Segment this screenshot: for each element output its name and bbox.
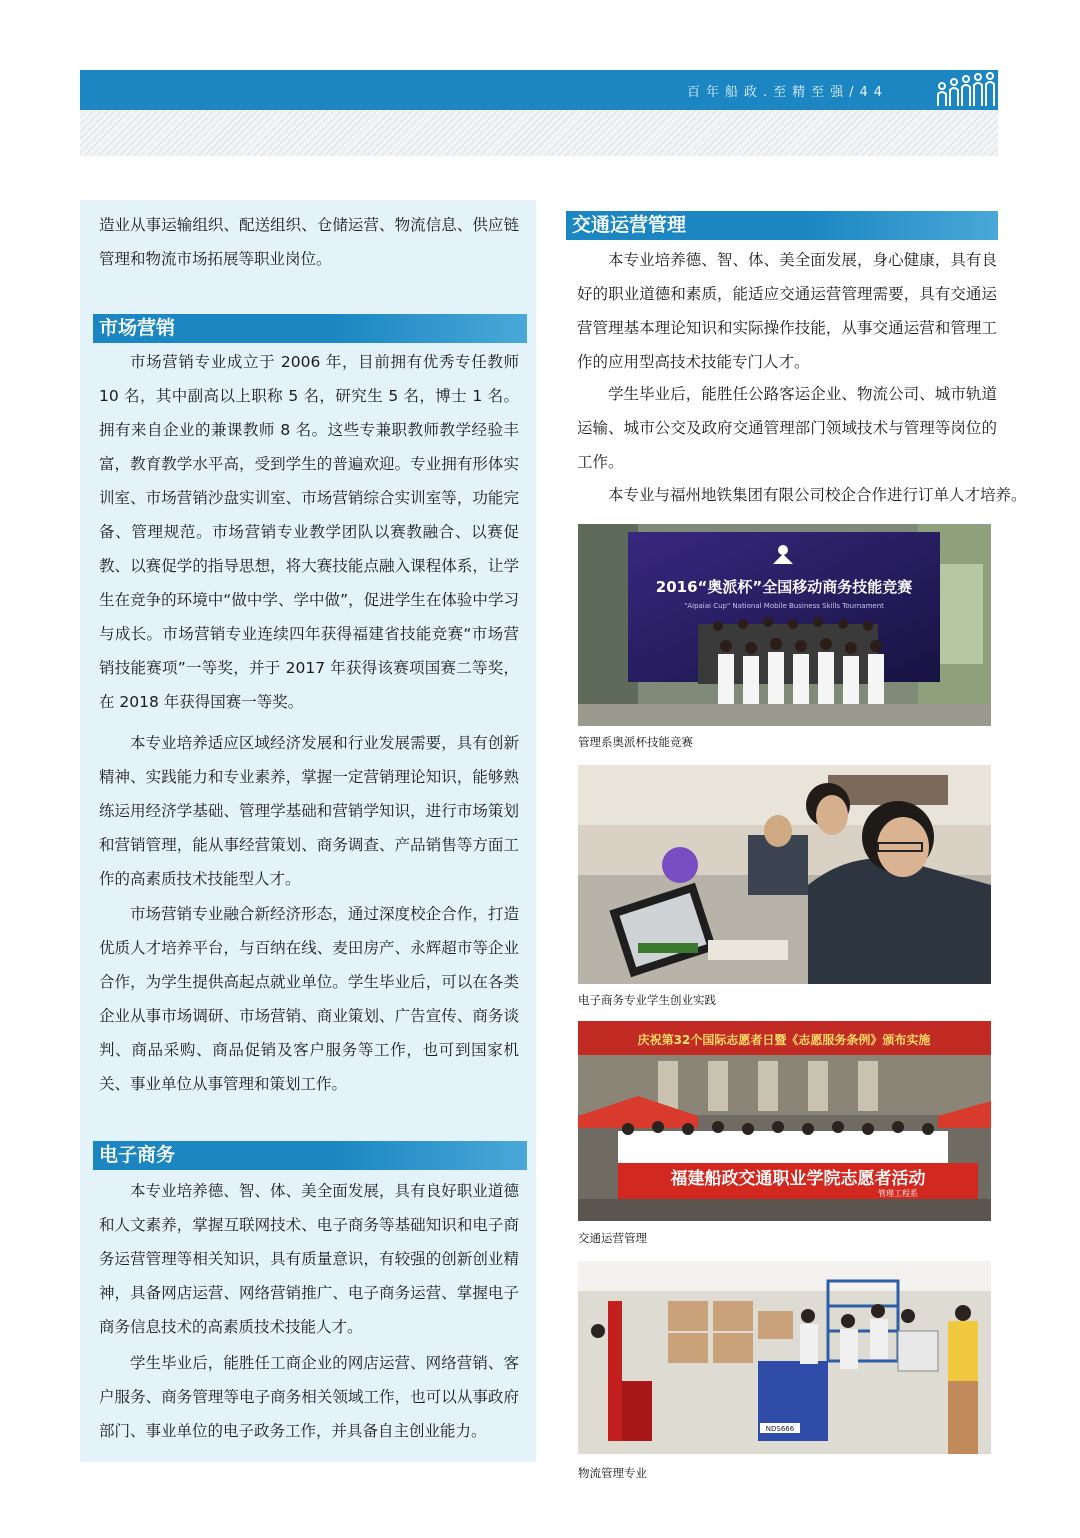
front-banner-text: 福建船政交通职业学院志愿者活动 (670, 1169, 926, 1189)
ecommerce-paragraph-2: 学生毕业后，能胜任工商企业的网店运营、网络营销、客户服务、商务管理等电子商务相关领域工作，也可以从事政府部门、事业单位的电子政务工作，并具备自主创业能力。 (99, 1354, 519, 1440)
caption-traffic: 交通运营管理 (578, 1231, 647, 1245)
top-banner-text: 庆祝第32个国际志愿者日暨《志愿服务条例》颁布实施 (637, 1033, 931, 1047)
marketing-paragraph-2: 本专业培养适应区域经济发展和行业发展需要，具有创新精神、实践能力和专业素养，掌握一定营销理论知识，能够熟练运用经济学基础、管理学基础和营销学知识，进行市场策划和营销管理，能从事经营策划、商务调查、产品销售等方面工作的高素质技术技能型人才。 (99, 734, 519, 888)
photo-logistics (578, 1261, 991, 1454)
cart-label: NDS666 (765, 1425, 795, 1433)
caption-competition: 管理系奥派杯技能竞赛 (578, 735, 693, 749)
photo-volunteers (578, 1021, 991, 1221)
intro-text: 造业从事运输组织、配送组织、仓储运营、物流信息、供应链管理和物流市场拓展等职业岗位。 (99, 216, 519, 268)
people-logo-icon (934, 72, 998, 108)
traffic-paragraph-3: 本专业与福州地铁集团有限公司校企合作进行订单人才培养。 (608, 486, 1027, 504)
section-title-marketing: 市场营销 (93, 314, 527, 343)
running-title: 百年船政.至精至强/44 (686, 85, 888, 100)
header-bar (80, 70, 998, 110)
front-banner-subtext: 管理工程系 (878, 1189, 918, 1198)
traffic-paragraph-2: 学生毕业后，能胜任公路客运企业、物流公司、城市轨道运输、城市公交及政府交通管理部门领域技术与管理等岗位的工作。 (577, 385, 997, 471)
section-title-ecommerce: 电子商务 (93, 1141, 527, 1170)
marketing-paragraph-3: 市场营销专业融合新经济形态，通过深度校企合作，打造优质人才培养平台，与百纳在线、麦田房产、永辉超市等企业合作，为学生提供高起点就业单位。学生毕业后，可以在各类企业从事市场调研、市场营销、商业策划、广告宣传、商务谈判、商品采购、商品促销及客户服务等工作，也可到国家机关、事业单位从事管理和策划工作。 (99, 905, 519, 1093)
photo-competition (578, 524, 991, 726)
ecommerce-paragraph-1: 本专业培养德、智、体、美全面发展，具有良好职业道德和人文素养，掌握互联网技术、电子商务等基础知识和电子商务运营管理等相关知识，具有质量意识，有较强的创新创业精神，具备网店运营、网络营销推广、电子商务运营、掌握电子商务信息技术的高素质技术技能人才。 (99, 1182, 519, 1336)
caption-logistics: 物流管理专业 (578, 1466, 647, 1480)
photo-ecommerce-practice (578, 765, 991, 984)
banner-title: 2016“奥派杯”全国移动商务技能竞赛 (655, 578, 913, 596)
section-title-traffic: 交通运营管理 (566, 211, 998, 240)
header-stripe (80, 110, 998, 156)
caption-ecommerce-practice: 电子商务专业学生创业实践 (578, 993, 716, 1007)
traffic-paragraph-1: 本专业培养德、智、体、美全面发展，身心健康，具有良好的职业道德和素质，能适应交通运营管理需要，具有交通运营管理基本理论知识和实际操作技能，从事交通运营和管理工作的应用型高技术技能专门人才。 (577, 251, 997, 371)
marketing-paragraph-1: 市场营销专业成立于 2006 年，目前拥有优秀专任教师 10 名，其中副高以上职称 5 名，研究生 5 名，博士 1 名。拥有来自企业的兼课教师 8 名。这些专兼职教师教学经验丰富，教育教学水平高，受到学生的普遍欢迎。专业拥有形体实训室、市场营销沙盘实训室、市场营销综合实训室等，功能完备、管理规范。市场营销专业教学团队以赛教融合、以赛促教、以赛促学的指导思想，将大赛技能点融入课程体系，让学生在竞争的环境中“做中学、学中做”，促进学生在体验中学习与成长。市场营销专业连续四年获得福建省技能竞赛“市场营销技能赛项”一等奖，并于 2017 年获得该赛项国赛二等奖，在 2018 年获得国赛一等奖。 (99, 353, 519, 711)
banner-subtitle: "Aipaiai Cup" National Mobile Business Skills Tournament (684, 602, 884, 610)
